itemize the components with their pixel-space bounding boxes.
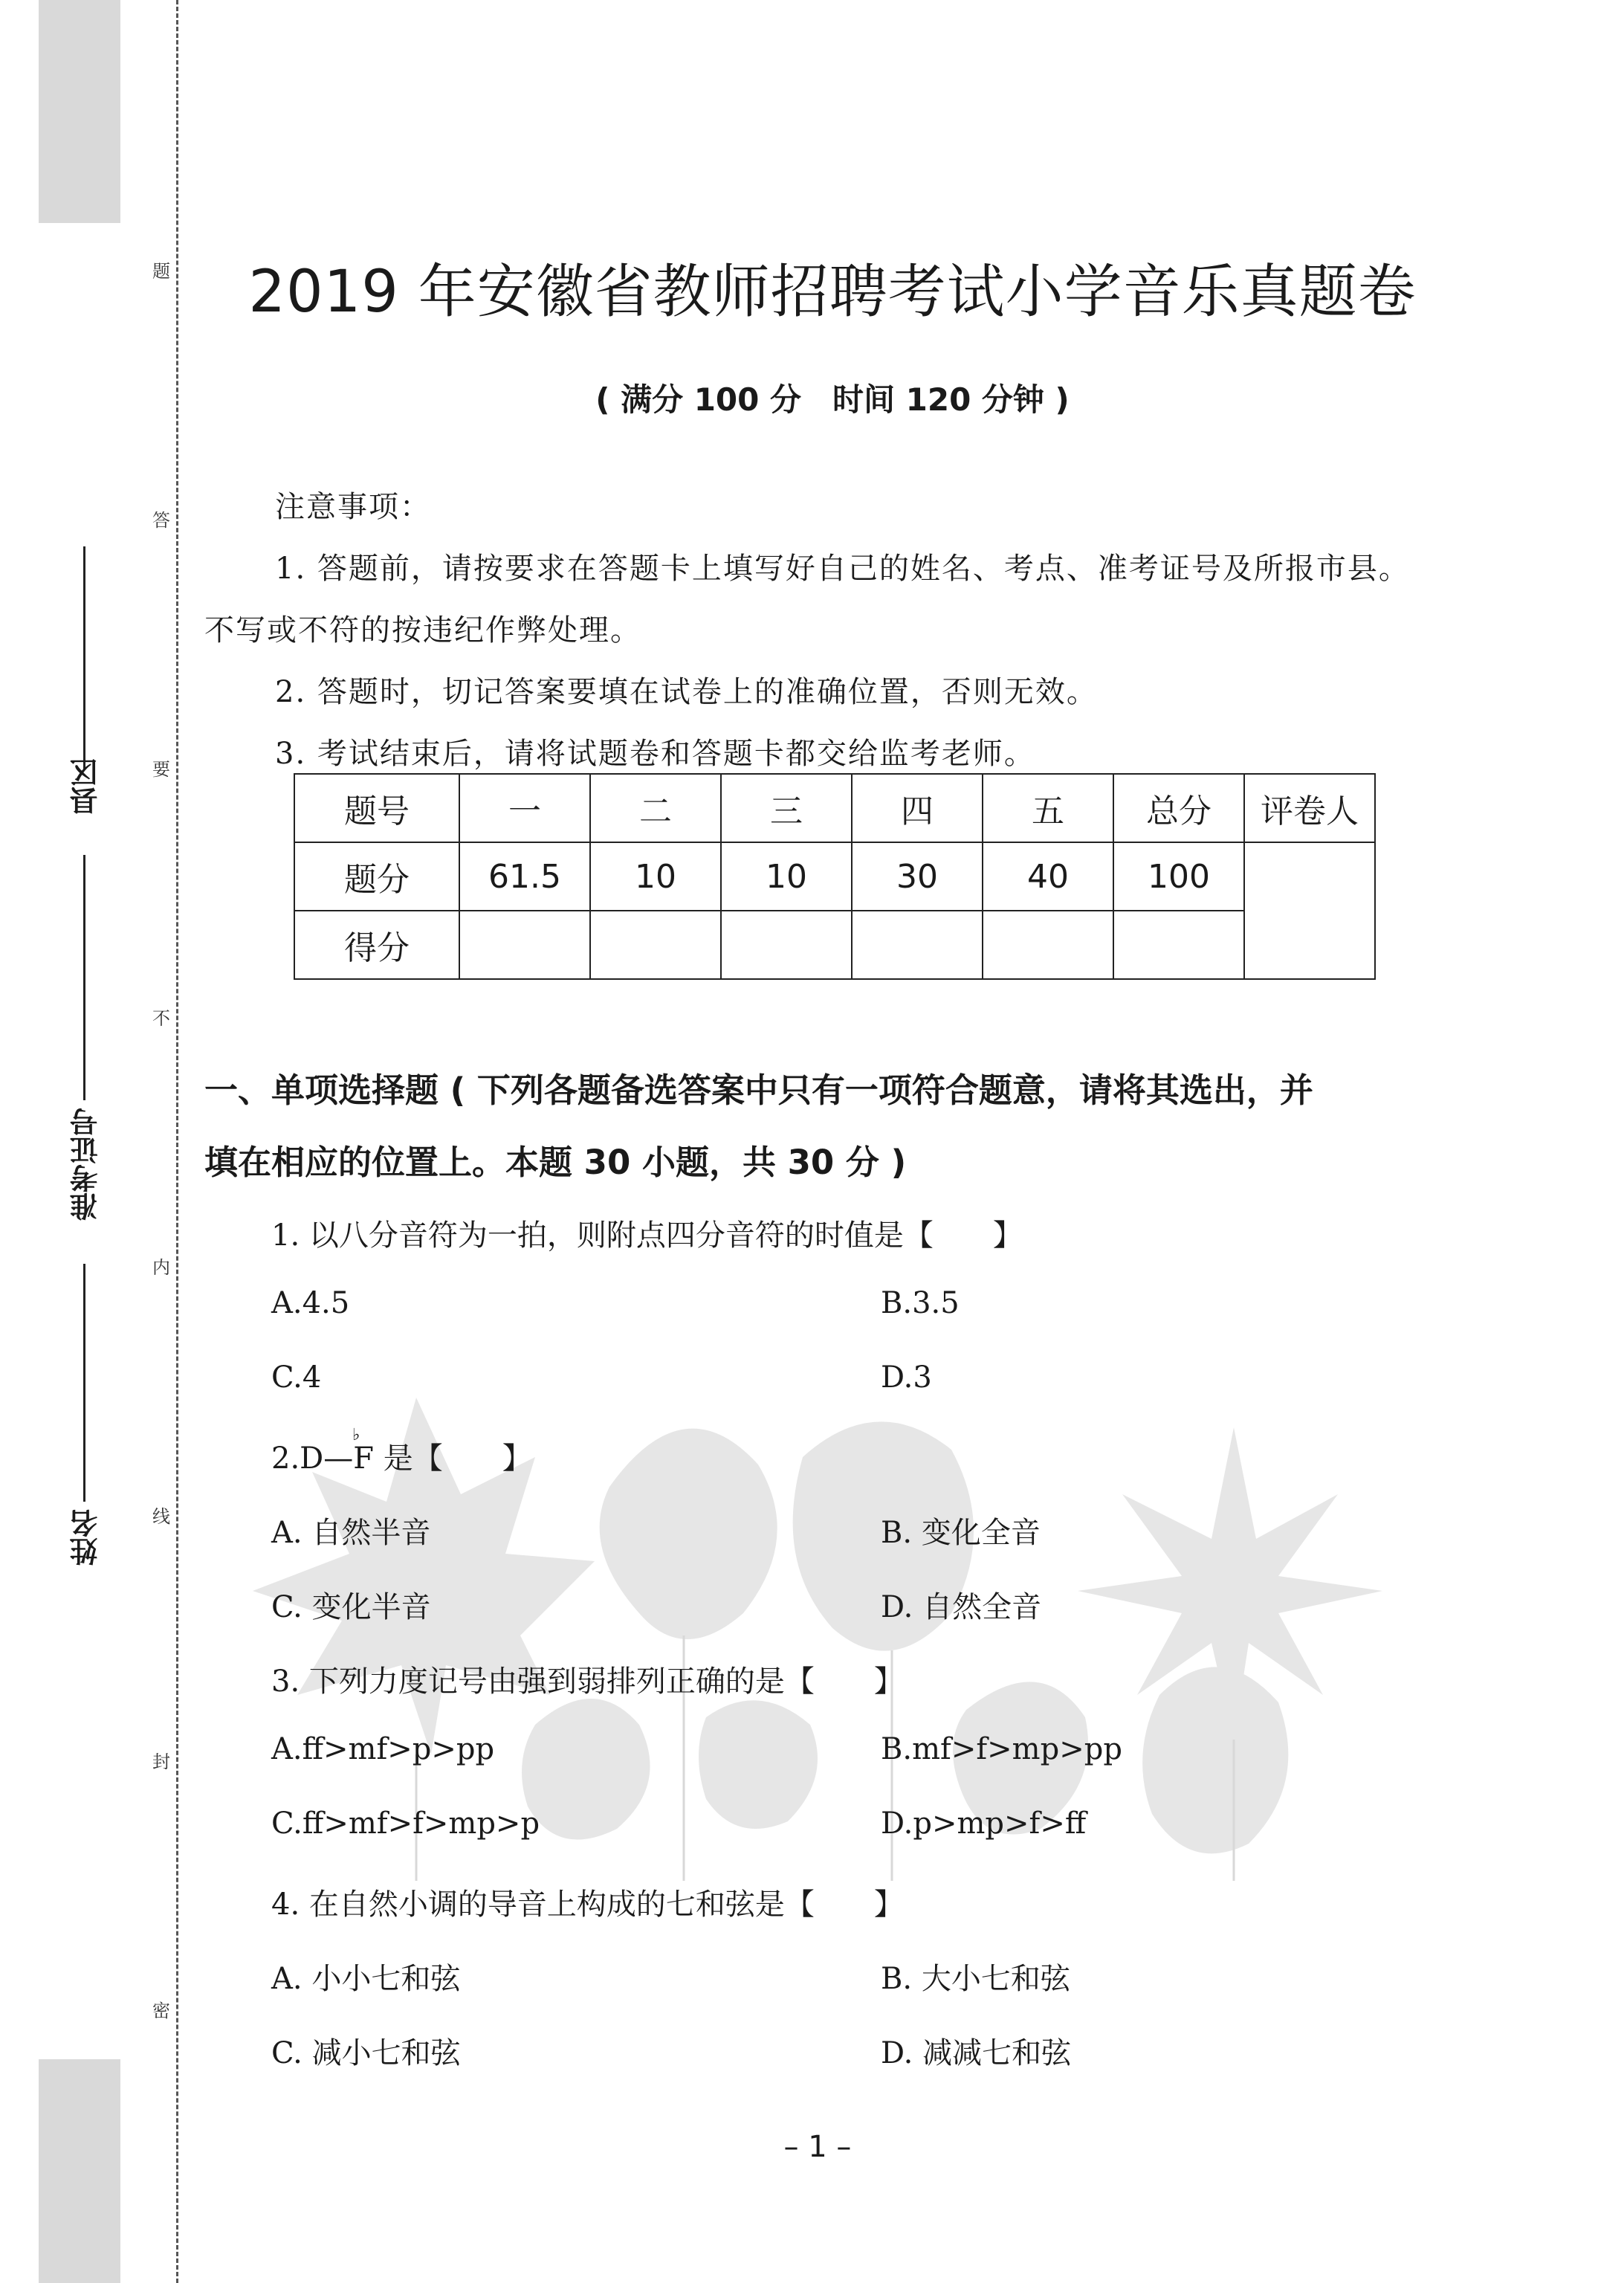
seal-char: 密 [152, 2001, 170, 2021]
table-cell: 100 [1113, 842, 1244, 911]
exam-id-label: 准考证号 [70, 1108, 103, 1221]
table-row [294, 774, 1375, 842]
note-item: 1. 答题前，请按要求在答题卡上填写好自己的姓名、考点、准考证号及所报市县。 [275, 552, 1410, 586]
flat-sign-icon: ♭ [352, 1426, 360, 1444]
answer-option[interactable]: C. 减小七和弦 [271, 2036, 461, 2070]
score-input-cell[interactable] [721, 911, 852, 979]
answer-option[interactable]: A.ff>mf>p>pp [271, 1732, 495, 1766]
note-item: 2. 答题时，切记答案要填在试卷上的准确位置，否则无效。 [275, 675, 1098, 709]
county-line [83, 546, 85, 769]
answer-option[interactable]: B.mf>f>mp>pp [881, 1732, 1122, 1766]
score-input-cell[interactable] [1113, 911, 1244, 979]
table-row [294, 911, 1375, 979]
table-cell: 10 [721, 842, 852, 911]
score-input-cell[interactable] [590, 911, 721, 979]
section-heading: 填在相应的位置上。本题 30 小题，共 30 分 ) [204, 1143, 907, 1182]
seal-char: 内 [152, 1257, 170, 1278]
table-header-cell: 五 [983, 774, 1113, 842]
answer-option[interactable]: D.3 [881, 1360, 932, 1395]
score-table [294, 773, 1376, 980]
page-subtitle: ( 满分 100 分 时间 120 分钟 ) [595, 381, 1070, 418]
seal-char: 封 [152, 1751, 170, 1772]
score-input-cell[interactable] [983, 911, 1113, 979]
note-item: 不写或不符的按违纪作弊处理。 [204, 613, 641, 648]
table-row [294, 842, 1375, 911]
table-header-cell: 题号 [294, 774, 459, 842]
question-stem: 4. 在自然小调的导音上构成的七和弦是【 】 [271, 1888, 904, 1922]
points-row-label: 题分 [294, 842, 459, 911]
answer-option[interactable]: D. 减减七和弦 [881, 2036, 1072, 2070]
seal-char: 答 [152, 510, 170, 531]
seal-char: 要 [152, 759, 170, 780]
table-cell: 61.5 [459, 842, 590, 911]
notes-heading: 注意事项： [275, 490, 431, 524]
score-row-label: 得分 [294, 911, 459, 979]
county-label: 县区 [70, 758, 103, 815]
answer-option[interactable]: A. 小小七和弦 [271, 1962, 461, 1996]
note-item: 3. 考试结束后，请将试题卷和答题卡都交给监考老师。 [275, 737, 1035, 771]
page-number: – 1 – [783, 2130, 852, 2164]
table-header-cell: 四 [852, 774, 983, 842]
score-input-cell[interactable] [459, 911, 590, 979]
exam-id-line [83, 855, 85, 1100]
table-header-cell: 三 [721, 774, 852, 842]
answer-option[interactable]: C.4 [271, 1360, 322, 1395]
table-header-cell: 评卷人 [1244, 774, 1375, 842]
table-header-cell: 总分 [1113, 774, 1244, 842]
page-title: 2019 年安徽省教师招聘考试小学音乐真题卷 [248, 259, 1417, 326]
answer-option[interactable]: C. 变化半音 [271, 1590, 431, 1624]
score-input-cell[interactable] [852, 911, 983, 979]
question-stem: 2.D—F 是【 】 [271, 1441, 532, 1476]
answer-option[interactable]: B. 变化全音 [881, 1516, 1041, 1550]
answer-option[interactable]: C.ff>mf>f>mp>p [271, 1806, 540, 1841]
binding-gray-band-top [39, 0, 120, 223]
name-line [83, 1264, 85, 1502]
seal-char: 不 [152, 1008, 170, 1029]
answer-option[interactable]: A.4.5 [271, 1286, 350, 1320]
answer-option[interactable]: D. 自然全音 [881, 1590, 1042, 1624]
table-cell: 10 [590, 842, 721, 911]
binding-gray-band-bottom [39, 2059, 120, 2283]
section-heading: 一、单项选择题 ( 下列各题备选答案中只有一项符合题意，请将其选出，并 [204, 1071, 1313, 1110]
question-stem: 3. 下列力度记号由强到弱排列正确的是【 】 [271, 1664, 904, 1699]
seal-char: 线 [152, 1506, 170, 1527]
seal-dashed-line [176, 0, 178, 2283]
table-header-cell: 一 [459, 774, 590, 842]
answer-option[interactable]: B.3.5 [881, 1286, 960, 1320]
name-label: 姓名 [70, 1509, 103, 1566]
answer-option[interactable]: A. 自然半音 [271, 1516, 431, 1550]
table-header-cell: 二 [590, 774, 721, 842]
question-stem: 1. 以八分音符为一拍，则附点四分音符的时值是【 】 [271, 1218, 1023, 1253]
answer-option[interactable]: D.p>mp>f>ff [881, 1806, 1087, 1841]
grader-signature-cell[interactable] [1244, 842, 1375, 979]
table-cell: 40 [983, 842, 1113, 911]
seal-char: 题 [152, 261, 170, 282]
answer-option[interactable]: B. 大小七和弦 [881, 1962, 1070, 1996]
table-cell: 30 [852, 842, 983, 911]
